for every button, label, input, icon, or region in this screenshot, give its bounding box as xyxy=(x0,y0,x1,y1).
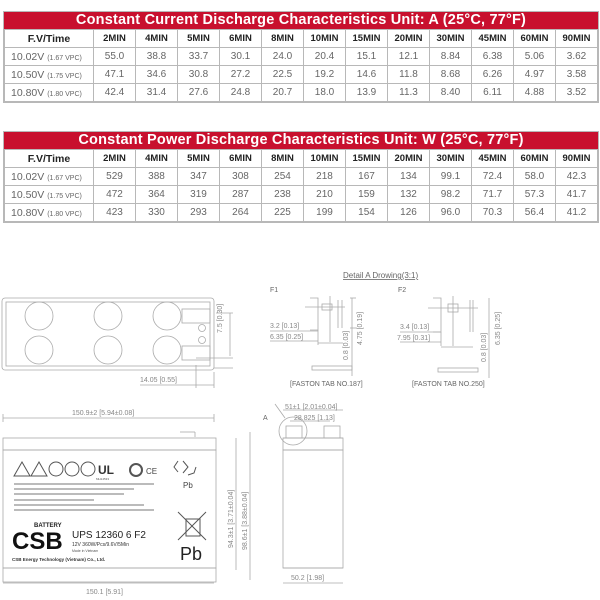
fine-print xyxy=(14,483,154,511)
vpc-value: (1.67 VPC) xyxy=(47,174,82,182)
header-2min: 2MIN xyxy=(94,150,136,168)
table-cell: 5.06 xyxy=(514,48,556,66)
header-45min: 45MIN xyxy=(472,30,514,48)
table-cell: 42.4 xyxy=(94,84,136,102)
header-6min: 6MIN xyxy=(220,150,262,168)
table-cell: 287 xyxy=(220,186,262,204)
table-cell: 22.5 xyxy=(262,66,304,84)
electric-hazard-icon xyxy=(31,462,47,476)
table-cell: 3.52 xyxy=(556,84,598,102)
table-cell: 38.8 xyxy=(136,48,178,66)
header-10min: 10MIN xyxy=(304,30,346,48)
f1-dim-3: 0.8 [0.03] xyxy=(343,330,350,360)
header-90min: 90MIN xyxy=(556,30,598,48)
table-cell: 254 xyxy=(262,168,304,186)
f2-dim-2: 7.95 [0.31] xyxy=(397,335,431,342)
table-cell: 210 xyxy=(304,186,346,204)
made-in: Made in Vietnam xyxy=(72,549,99,553)
final-voltage: 10.02V xyxy=(11,50,45,63)
header-8min: 8MIN xyxy=(262,30,304,48)
pb-large: Pb xyxy=(180,544,203,564)
final-voltage: 10.80V xyxy=(11,86,45,99)
table-cell: 27.2 xyxy=(220,66,262,84)
top-view-terminal-dim: 14.05 [0.55] xyxy=(140,377,177,384)
table-cell: 42.3 xyxy=(556,168,598,186)
header-15min: 15MIN xyxy=(346,150,388,168)
table-cell: 24.8 xyxy=(220,84,262,102)
f2-dim-4: 6.35 [0.25] xyxy=(495,311,502,345)
table-cell: 14.6 xyxy=(346,66,388,84)
header-60min: 60MIN xyxy=(514,150,556,168)
header-20min: 20MIN xyxy=(388,30,430,48)
table-cell: 388 xyxy=(136,168,178,186)
header-60min: 60MIN xyxy=(514,30,556,48)
company-name: CSB Energy Technology (Vietnam) Co., Ltd. xyxy=(12,557,106,562)
f1-dim-2: 6.35 [0.25] xyxy=(270,334,304,341)
table-cell: 8.40 xyxy=(430,84,472,102)
recycle-icon xyxy=(174,461,196,475)
f2-dim-3: 0.8 [0.03] xyxy=(481,332,488,362)
battery-label: BATTERY xyxy=(34,523,62,529)
table-cell: 3.62 xyxy=(556,48,598,66)
table-cell: 293 xyxy=(178,204,220,222)
table-cell: 264 xyxy=(220,204,262,222)
side-view xyxy=(275,404,343,583)
header-fv-time: F.V/Time xyxy=(5,150,94,168)
side-width-top-dim: 51±1 [2.01±0.04] xyxy=(285,404,338,411)
table-cell: 30.1 xyxy=(220,48,262,66)
front-height-inner-dim: 94.3±1 [3.71±0.04] xyxy=(228,489,235,548)
table-cell: 33.7 xyxy=(178,48,220,66)
table-cell: 98.2 xyxy=(430,186,472,204)
final-voltage: 10.50V xyxy=(11,68,45,81)
header-4min: 4MIN xyxy=(136,30,178,48)
top-view xyxy=(2,298,233,388)
rohs-icon xyxy=(130,464,142,476)
f1-label: F1 xyxy=(270,287,279,294)
f2-caption: [FASTON TAB NO.250] xyxy=(412,381,485,388)
header-5min: 5MIN xyxy=(178,30,220,48)
front-width-bottom-dim: 150.1 [5.91] xyxy=(86,589,123,596)
table-cell: 20.4 xyxy=(304,48,346,66)
header-4min: 4MIN xyxy=(136,150,178,168)
header-30min: 30MIN xyxy=(430,150,472,168)
table-cell: 529 xyxy=(94,168,136,186)
vpc-value: (1.80 VPC) xyxy=(47,210,82,218)
table-cell: 96.0 xyxy=(430,204,472,222)
table-cell: 57.3 xyxy=(514,186,556,204)
ce-mark: CE xyxy=(146,467,158,476)
table-cell: 19.2 xyxy=(304,66,346,84)
header-10min: 10MIN xyxy=(304,150,346,168)
final-voltage: 10.02V xyxy=(11,170,45,183)
table-cell: 47.1 xyxy=(94,66,136,84)
f1-dim-4: 4.75 [0.19] xyxy=(357,311,364,345)
terminal-spacing-dim: 28.825 [1.13] xyxy=(294,415,335,422)
table-cell: 330 xyxy=(136,204,178,222)
table-cell: 6.11 xyxy=(472,84,514,102)
table-cell: 3.58 xyxy=(556,66,598,84)
vpc-value: (1.67 VPC) xyxy=(47,54,82,62)
eye-protection-icon xyxy=(65,462,79,476)
f1-caption: [FASTON TAB NO.187] xyxy=(290,381,363,388)
keep-away-children-icon xyxy=(81,462,95,476)
table-cell: 31.4 xyxy=(136,84,178,102)
f2-dim-1: 3.4 [0.13] xyxy=(400,324,430,331)
header-8min: 8MIN xyxy=(262,150,304,168)
warning-triangle-icon xyxy=(14,462,30,476)
table-cell: 6.38 xyxy=(472,48,514,66)
table-cell: 99.1 xyxy=(430,168,472,186)
table-cell: 238 xyxy=(262,186,304,204)
f2-label: F2 xyxy=(398,287,407,294)
side-width-bottom-dim: 50.2 [1.98] xyxy=(291,575,325,582)
table-cell: 225 xyxy=(262,204,304,222)
table-cell: 71.7 xyxy=(472,186,514,204)
table-cell: 347 xyxy=(178,168,220,186)
table-cell: 364 xyxy=(136,186,178,204)
table-cell: 41.2 xyxy=(556,204,598,222)
table-cell: 134 xyxy=(388,168,430,186)
final-voltage: 10.80V xyxy=(11,206,45,219)
table-cell: 126 xyxy=(388,204,430,222)
no-fire-icon xyxy=(49,462,63,476)
ul-number: MH14533 xyxy=(96,477,110,481)
table-cell: 4.88 xyxy=(514,84,556,102)
model-name: UPS 12360 6 F2 xyxy=(72,530,146,541)
header-45min: 45MIN xyxy=(472,150,514,168)
header-90min: 90MIN xyxy=(556,150,598,168)
table-cell: 41.7 xyxy=(556,186,598,204)
ul-mark: UL xyxy=(98,463,114,477)
table-cell: 4.97 xyxy=(514,66,556,84)
detail-title: Detail A Drowing(3:1) xyxy=(343,271,419,280)
header-15min: 15MIN xyxy=(346,30,388,48)
table-cell: 8.84 xyxy=(430,48,472,66)
table-cell: 167 xyxy=(346,168,388,186)
vpc-value: (1.80 VPC) xyxy=(47,90,82,98)
model-spec: 12V 360W/Pcs/9.6V/5Min xyxy=(72,542,129,548)
header-30min: 30MIN xyxy=(430,30,472,48)
table-cell: 132 xyxy=(388,186,430,204)
pb-small: Pb xyxy=(183,481,193,490)
table-cell: 15.1 xyxy=(346,48,388,66)
table-cell: 154 xyxy=(346,204,388,222)
table-title: Constant Current Discharge Characteristics Unit: A (25°C, 77°F) xyxy=(4,12,598,29)
table-cell: 18.0 xyxy=(304,84,346,102)
table-cell: 308 xyxy=(220,168,262,186)
table-cell: 30.8 xyxy=(178,66,220,84)
table-cell: 11.8 xyxy=(388,66,430,84)
csb-logo: CSB xyxy=(12,528,63,555)
table-cell: 13.9 xyxy=(346,84,388,102)
table-cell: 159 xyxy=(346,186,388,204)
table-cell: 72.4 xyxy=(472,168,514,186)
table-cell: 218 xyxy=(304,168,346,186)
header-6min: 6MIN xyxy=(220,30,262,48)
table-cell: 20.7 xyxy=(262,84,304,102)
table-cell: 423 xyxy=(94,204,136,222)
table-cell: 319 xyxy=(178,186,220,204)
detail-a-marker: A xyxy=(263,415,268,422)
table-cell: 11.3 xyxy=(388,84,430,102)
header-2min: 2MIN xyxy=(94,30,136,48)
vpc-value: (1.75 VPC) xyxy=(47,192,82,200)
header-20min: 20MIN xyxy=(388,150,430,168)
table-cell: 8.68 xyxy=(430,66,472,84)
header-fv-time: F.V/Time xyxy=(5,30,94,48)
vpc-value: (1.75 VPC) xyxy=(47,72,82,80)
table-cell: 12.1 xyxy=(388,48,430,66)
table-cell: 199 xyxy=(304,204,346,222)
table-cell: 27.6 xyxy=(178,84,220,102)
table-title: Constant Power Discharge Characteristics Unit: W (25°C, 77°F) xyxy=(4,132,598,149)
table-cell: 6.26 xyxy=(472,66,514,84)
front-height-outer-dim: 98.6±1 [3.88±0.04] xyxy=(242,491,249,550)
f1-dim-1: 3.2 [0.13] xyxy=(270,323,300,330)
table-cell: 58.0 xyxy=(514,168,556,186)
table-cell: 34.6 xyxy=(136,66,178,84)
table-cell: 56.4 xyxy=(514,204,556,222)
top-view-height-dim: 7.5 [0.30] xyxy=(217,303,224,333)
table-cell: 70.3 xyxy=(472,204,514,222)
front-width-top-dim: 150.9±2 [5.94±0.08] xyxy=(72,410,135,417)
header-5min: 5MIN xyxy=(178,150,220,168)
table-cell: 55.0 xyxy=(94,48,136,66)
table-cell: 24.0 xyxy=(262,48,304,66)
table-cell: 472 xyxy=(94,186,136,204)
final-voltage: 10.50V xyxy=(11,188,45,201)
